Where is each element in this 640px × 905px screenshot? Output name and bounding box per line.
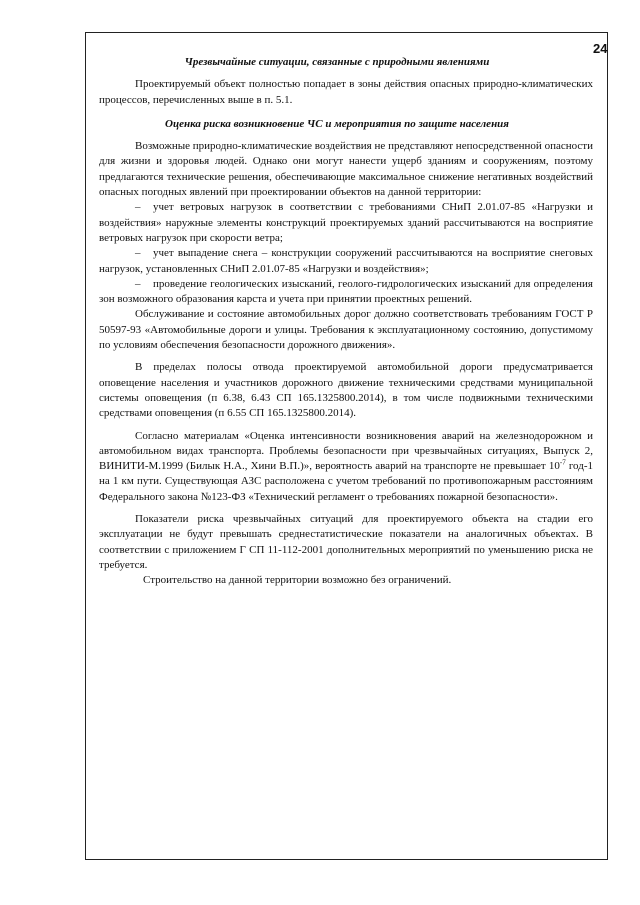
exponent: -7 bbox=[559, 458, 566, 467]
accident-text-end: год-1 на 1 км пути. Существующая АЗС расположена с учетом требований по противопожарным расстояниям Федерального закона №123-ФЗ «Технический регламент о требованиях пожарной безопасности». bbox=[99, 460, 593, 503]
paragraph-risk-indicators: Показатели риска чрезвычайных ситуаций для проектируемого объекта на стадии его эксплуатации не будут превышать среднестатистические показатели на аналогичных объектах. В соответствии с приложением Г СП 11-112-2001 дополнительных мероприятий по уменьшению риска не требуется. bbox=[99, 513, 593, 571]
list-item bbox=[99, 200, 593, 246]
section-heading-risk-assessment: Оценка риска возникновение ЧС и мероприятия по защите населения bbox=[165, 117, 509, 130]
paragraph-conclusion: Строительство на данной территории возможно без ограничений. bbox=[143, 574, 452, 587]
list-item-text: проведение геологических изысканий, геолого-гидрологических изысканий для определения зон возможного образования карста и учета при принятии проектных решений. bbox=[99, 277, 593, 306]
dash-marker: – bbox=[135, 201, 141, 214]
section-heading-natural-hazards: Чрезвычайные ситуации, связанные с природными явлениями bbox=[184, 56, 490, 68]
list-item-text: учет ветровых нагрузок в соответствии с требованиями СНиП 2.01.07-85 «Нагрузки и воздействия» наружные элементы конструкций проектируемых зданий рассчитываются на восприятие ветровых нагрузок при скорости ветра; bbox=[99, 201, 593, 244]
paragraph-accident-probability bbox=[99, 429, 593, 505]
dash-marker: – bbox=[135, 247, 141, 260]
dash-marker: – bbox=[135, 277, 141, 290]
document-body bbox=[99, 55, 593, 589]
list-item-text: учет выпадение снега – конструкции сооружений рассчитываются на восприятие снеговых нагрузок, установленных СНиП 2.01.07-85 «Нагрузки и воздействия»; bbox=[99, 247, 593, 275]
paragraph-intro: Возможные природно-климатические воздействия не представляют непосредственной опасности для жизни и здоровья людей. Однако они могут нанести ущерб зданиям и сооружениям, поэтому предлагаются технические решения, обеспечивающие максимальное снижение негативных воздействий опасных погодных явлений при проектировании объектов на данной территории: bbox=[99, 140, 593, 199]
list-item bbox=[99, 277, 593, 308]
page-number: 24 bbox=[593, 41, 608, 56]
accident-text-start: Согласно материалам «Оценка интенсивности возникновения аварий на железнодорожном и автомобильном видах транспорта. Проблемы безопасности при чрезвычайных ситуациях, Выпуск 2, ВИНИТИ-М.1999 (Билык Н.А., Хини В.П.)», вероятность аварий на транспорте не превышает 10 bbox=[99, 429, 593, 473]
paragraph-warning-system: В пределах полосы отвода проектируемой автомобильной дороги предусматривается оповещение населения и участников дорожного движение техническими средствами муниципальной системы оповещения (п 6.38, 6.43 СП 165.1325800.2014), в том числе подвижными техническими средствами оповещения (п 6.55 СП 165.1325800.2014). bbox=[99, 361, 593, 420]
list-item bbox=[99, 246, 593, 277]
paragraph-road-maintenance: Обслуживание и состояние автомобильных дорог должно соответствовать требованиям ГОСТ Р 50597-93 «Автомобильные дороги и улицы. Требования к эксплуатационному состоянию, допустимому по условиям обеспечения безопасности дорожного движения». bbox=[99, 308, 593, 352]
paragraph-zone-exposure: Проектируемый объект полностью попадает в зоны действия опасных природно-климатических процессов, перечисленных выше в п. 5.1. bbox=[99, 78, 593, 106]
